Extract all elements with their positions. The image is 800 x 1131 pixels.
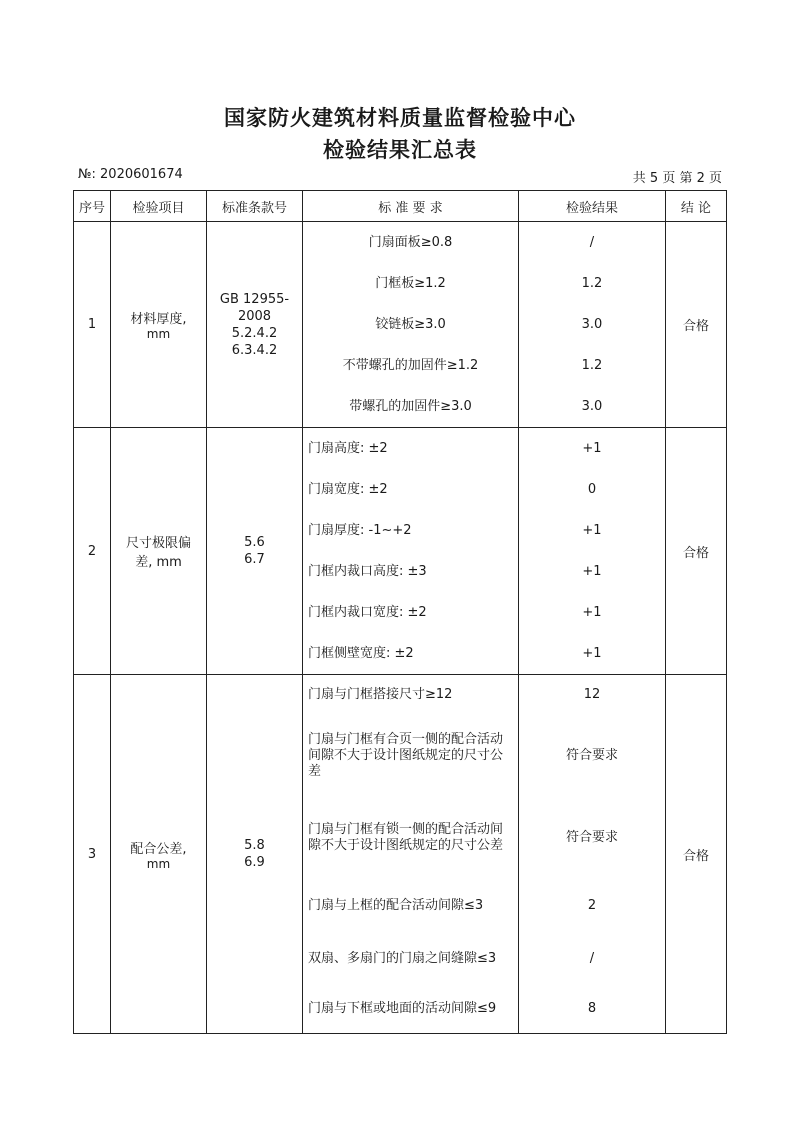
requirement-text: 门扇高度: ±2 xyxy=(308,440,388,456)
std-line: 5.8 xyxy=(244,838,265,853)
row-requirements xyxy=(303,675,519,1034)
result-value: 3.0 xyxy=(581,398,603,414)
requirement-text: 带螺孔的加固件≥3.0 xyxy=(349,398,472,414)
row-results xyxy=(519,222,666,428)
result-value: 1.2 xyxy=(581,357,603,373)
std-line: 6.3.4.2 xyxy=(231,342,278,358)
requirement-text: 门扇与上框的配合活动间隙≤3 xyxy=(308,898,484,913)
result-value: 符合要求 xyxy=(565,830,618,845)
table-row xyxy=(74,222,727,428)
result-value: / xyxy=(589,234,595,250)
item-line: 尺寸极限偏 xyxy=(125,536,191,551)
requirement-text: 门扇与门框有合页一侧的配合活动间隙不大于设计图纸规定的尺寸公差 xyxy=(308,732,504,779)
results-table xyxy=(73,190,727,1034)
requirement-text: 门扇宽度: ±2 xyxy=(308,481,388,497)
item-line: 材料厚度, xyxy=(130,312,187,327)
row-number: 3 xyxy=(74,675,111,1034)
result-value: 符合要求 xyxy=(565,748,618,763)
std-line: 2008 xyxy=(237,308,272,324)
header-standard: 标准条款号 xyxy=(207,191,303,222)
row-item xyxy=(111,675,207,1034)
result-value: +1 xyxy=(582,563,602,579)
header-item: 检验项目 xyxy=(111,191,207,222)
header-requirement: 标 准 要 求 xyxy=(303,191,519,222)
report-subtitle: 检验结果汇总表 xyxy=(323,138,477,162)
row-standard xyxy=(207,222,303,428)
std-line: 5.6 xyxy=(244,535,265,550)
row-standard xyxy=(207,675,303,1034)
header-no: 序号 xyxy=(74,191,111,222)
document-number: №: 2020601674 xyxy=(78,167,183,182)
result-value: +1 xyxy=(582,440,602,456)
requirement-text: 门扇与门框有锁一侧的配合活动间隙不大于设计图纸规定的尺寸公差 xyxy=(308,822,504,853)
result-value: +1 xyxy=(582,522,602,538)
row-item xyxy=(111,428,207,675)
table-row xyxy=(74,675,727,1034)
row-requirements xyxy=(303,222,519,428)
requirement-text: 双扇、多扇门的门扇之间缝隙≤3 xyxy=(308,951,497,966)
requirement-text: 不带螺孔的加固件≥1.2 xyxy=(342,357,479,373)
row-results xyxy=(519,428,666,675)
result-value: 12 xyxy=(583,687,601,702)
std-line: 6.7 xyxy=(244,552,265,567)
result-value: 1.2 xyxy=(581,275,603,291)
table-header-row xyxy=(74,191,727,222)
requirement-text: 铰链板≥3.0 xyxy=(375,316,446,332)
requirement-text: 门框侧壁宽度: ±2 xyxy=(308,645,414,661)
row-results xyxy=(519,675,666,1034)
result-value: / xyxy=(589,951,595,966)
item-unit: mm xyxy=(146,856,171,871)
row-number: 2 xyxy=(74,428,111,675)
header-result: 检验结果 xyxy=(519,191,666,222)
requirement-text: 门扇与下框或地面的活动间隙≤9 xyxy=(308,1001,497,1016)
result-value: 0 xyxy=(587,481,597,497)
row-standard xyxy=(207,428,303,675)
requirement-text: 门框板≥1.2 xyxy=(375,275,446,291)
result-value: +1 xyxy=(582,604,602,620)
requirement-text: 门框内裁口高度: ±3 xyxy=(308,563,427,579)
item-unit: 差, mm xyxy=(135,555,182,570)
item-line: 配合公差, xyxy=(130,841,187,857)
std-line: 6.9 xyxy=(244,855,265,870)
row-conclusion: 合格 xyxy=(666,675,727,1034)
result-value: 8 xyxy=(587,1001,597,1016)
requirement-text: 门扇面板≥0.8 xyxy=(368,234,453,250)
requirement-text: 门扇厚度: -1~+2 xyxy=(308,522,412,538)
row-number: 1 xyxy=(74,222,111,428)
requirement-text: 门扇与门框搭接尺寸≥12 xyxy=(308,687,453,702)
header-conclusion: 结 论 xyxy=(666,191,727,222)
requirement-text: 门框内裁口宽度: ±2 xyxy=(308,604,427,620)
row-item xyxy=(111,222,207,428)
page-info: 共 5 页 第 2 页 xyxy=(632,171,722,186)
std-line: GB 12955- xyxy=(219,291,290,307)
table-row xyxy=(74,428,727,675)
result-value: +1 xyxy=(582,645,602,661)
report-title: 国家防火建筑材料质量监督检验中心 xyxy=(224,106,576,130)
row-requirements xyxy=(303,428,519,675)
item-unit: mm xyxy=(146,327,171,341)
std-line: 5.2.4.2 xyxy=(231,325,278,341)
row-conclusion: 合格 xyxy=(666,428,727,675)
row-conclusion: 合格 xyxy=(666,222,727,428)
result-value: 3.0 xyxy=(581,316,603,332)
result-value: 2 xyxy=(587,898,597,913)
